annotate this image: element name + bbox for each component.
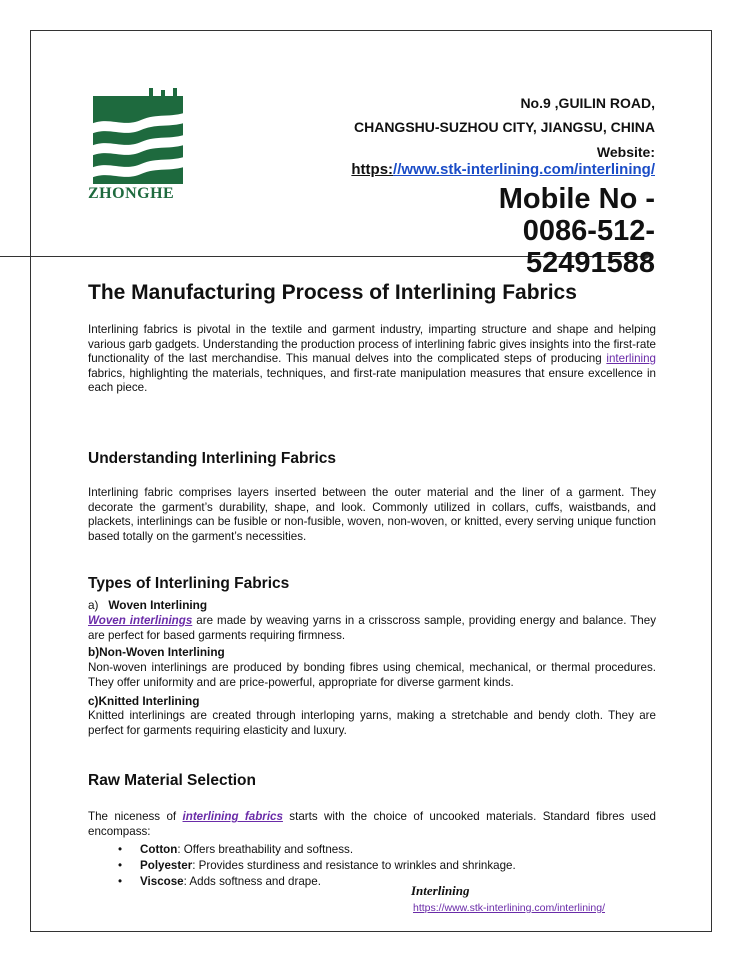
page-border-right: [711, 30, 712, 932]
footer-title: Interlining: [411, 883, 470, 898]
website-link[interactable]: //www.stk-interlining.com/interlining/: [393, 161, 655, 178]
mobile-number-1: 0086-512-: [522, 215, 655, 247]
bullet-desc: : Provides sturdiness and resistance to wrinkles and shrinkage.: [192, 859, 516, 872]
address-line-1: No.9 ,GUILIN ROAD,: [520, 95, 655, 111]
intro-text-2: fabrics, highlighting the materials, techniques, and first-rate manipulation measures that ensure excellence in each piece.: [88, 366, 656, 395]
footer-url-link[interactable]: https://www.stk-interlining.com/interlining/: [413, 902, 605, 914]
mobile-number-2: 52491588: [525, 247, 655, 279]
page-border-left: [30, 30, 31, 932]
woven-body: [88, 614, 656, 643]
section-heading-raw-material: Raw Material Selection: [88, 772, 256, 789]
woven-interlinings-link[interactable]: Woven interlinings: [88, 614, 193, 627]
mobile-block: [425, 183, 655, 279]
non-woven-body: Non-woven interlinings are produced by bonding fibres using chemical, mechanical, or thermal procedures. They offer uniformity and are price-powerful, appropriate for diverse garment kinds.: [88, 661, 656, 689]
section-heading-understanding: Understanding Interlining Fabrics: [88, 450, 337, 467]
website-prefix: https:: [351, 161, 394, 178]
list-item: [118, 843, 353, 856]
sub-a-title: Woven Interlining: [108, 598, 208, 612]
bullet-term: Viscose: [140, 875, 184, 888]
bullet-term: Polyester: [140, 859, 193, 872]
sub-a-marker: a): [88, 598, 99, 612]
list-item: [118, 875, 321, 888]
bullet-term: Cotton: [140, 843, 178, 856]
bullet-icon: •: [118, 859, 123, 872]
list-item: [118, 859, 516, 872]
bullet-icon: •: [118, 875, 123, 888]
mobile-label: Mobile No -: [498, 183, 655, 215]
section-understanding-body: Interlining fabric comprises layers inserted between the outer material and the liner of a garment. They decorate the garment’s durability, shape, and look. Commonly utilized in collars, cuffs, waistbands, and plackets, interlinings can be fusible or non-fusible, woven, non-woven, or knitted, every serving unique function based totally on the garment’s necessities.: [88, 486, 656, 543]
address-line-2: CHANGSHU-SUZHOU CITY, JIANGSU, CHINA: [353, 119, 655, 135]
interlining-link[interactable]: interlining: [606, 352, 656, 366]
subheading-knitted: c)Knitted Interlining: [88, 694, 200, 708]
bullet-desc: : Adds softness and drape.: [183, 875, 321, 888]
zhonghe-logo-icon: [91, 88, 191, 198]
website-line: [351, 161, 655, 178]
page-border-bottom: [30, 931, 712, 932]
logo-text: ZHONGHE: [88, 185, 175, 202]
intro-paragraph: [88, 323, 656, 396]
interlining-fabrics-link[interactable]: interlining fabrics: [182, 810, 283, 823]
page-title: The Manufacturing Process of Interlining Fabrics: [88, 281, 577, 304]
subheading-woven: [88, 598, 207, 612]
knitted-body: Knitted interlinings are created through interloping yarns, making a stretchable and bendy cloth. They are perfect for garments requiring elasticity and luxury.: [88, 709, 656, 737]
subheading-non-woven: b)Non-Woven Interlining: [88, 645, 225, 659]
bullet-icon: •: [118, 843, 123, 856]
raw-material-body: [88, 810, 656, 839]
bullet-desc: : Offers breathability and softness.: [177, 843, 354, 856]
section-heading-types: Types of Interlining Fabrics: [88, 575, 290, 592]
page-border-top: [30, 30, 712, 31]
woven-body-text: are made by weaving yarns in a crisscross sample, providing energy and balance. They are perfect for based garments requiring firmness.: [88, 614, 656, 642]
raw-text-2: starts with the choice of uncooked materials. Standard fibres used encompass:: [88, 810, 656, 838]
intro-text-1: Interlining fabrics is pivotal in the textile and garment industry, imparting structure and shape and helping various garb gadgets. Understanding the production process of interlining fabric gives insights into the first-rate functionality of the last merchandise. This manual delves into the complicated steps of producing: [88, 323, 656, 366]
website-label: Website:: [596, 144, 655, 160]
raw-text-1: The niceness of: [88, 810, 183, 823]
